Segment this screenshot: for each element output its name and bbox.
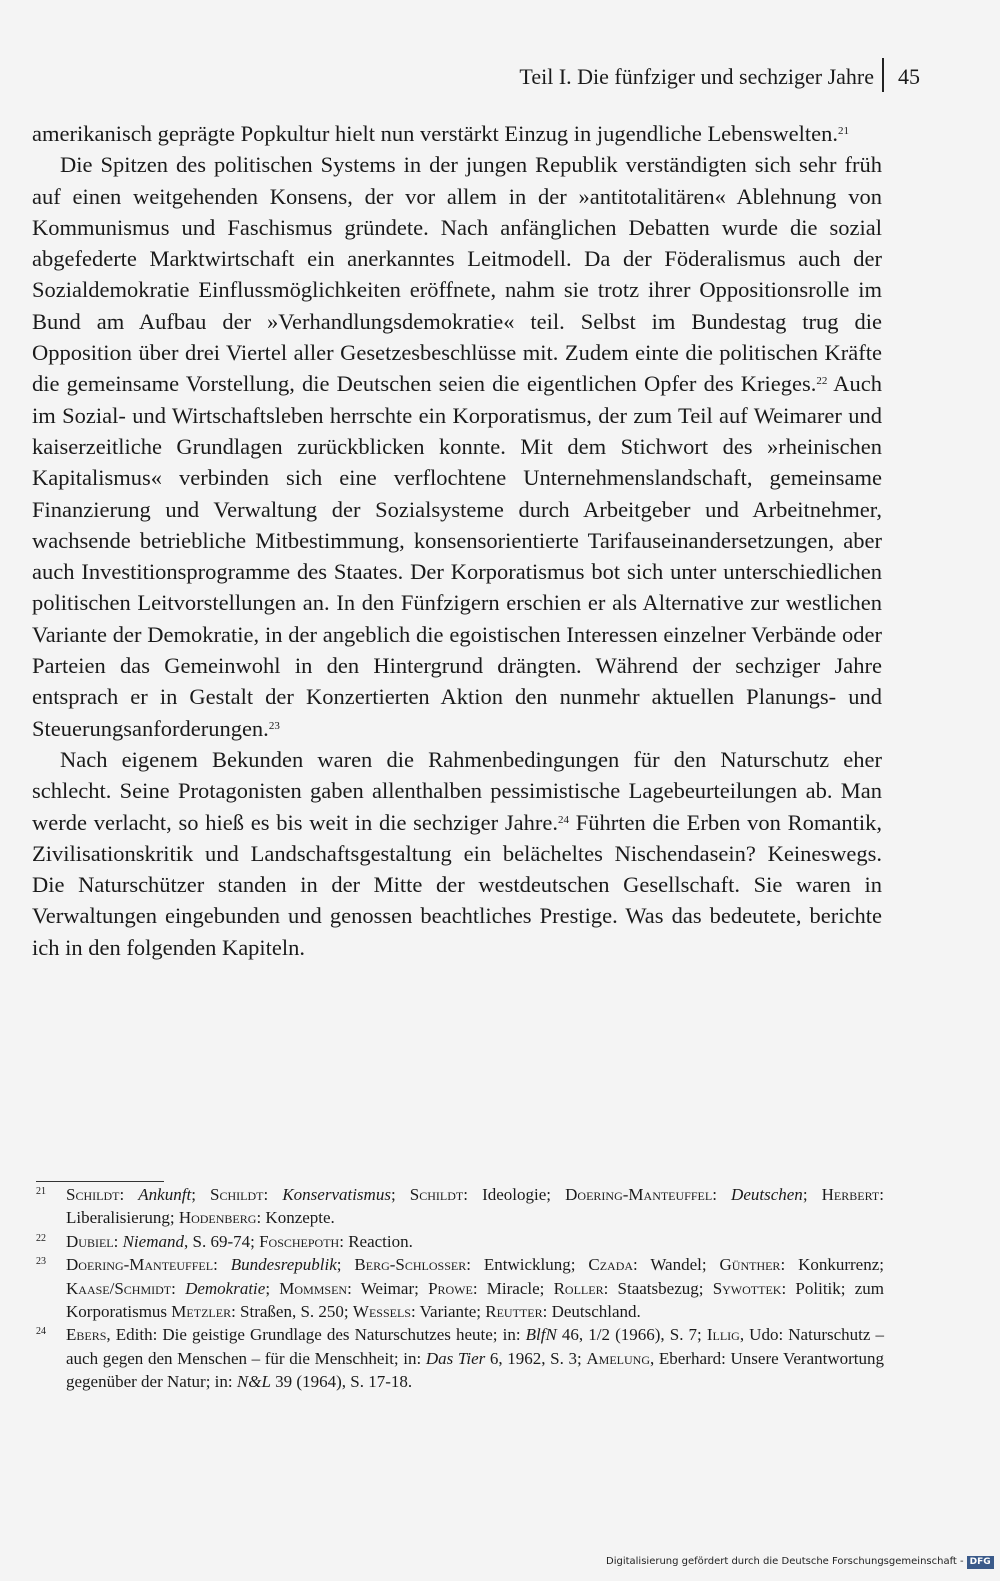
footnote-number: 24 xyxy=(36,1326,46,1338)
footnote-text: Schildt: Ankunft; Schildt: Konservatismus; Schildt: Ideologie; Doering-Manteuffel: Deutschen; Herbert: Liberalisierung; Hodenberg: Konzepte. xyxy=(66,1185,884,1228)
paragraph: Die Spitzen des politischen Systems in der jungen Republik verständigten sich sehr früh auf einen weitgehenden Konsens, der vor allem in der »antitotalitären« Ablehnung von Kommunismus und Faschismus gründete. Nach anfänglichen Debatten wurde die sozial abgefederte Marktwirtschaft ein anerkanntes Leitmodell. Da der Föderalismus auch der Sozialdemokratie Einflussmöglichkeiten eröffnete, nahm sie trotz ihrer Oppositionsrolle im Bund am Aufbau der »Verhandlungsdemokratie« teil. Selbst im Bundestag trug die Opposition über drei Viertel aller Gesetzesbeschlüsse mit. Zudem einte die politischen Kräfte die gemeinsame Vorstellung, die Deutschen seien die eigentlichen Opfer des Krieges.$^{22}$ Auch im Sozial- und Wirtschaftsleben herrschte ein Korporatismus, der zum Teil auf Weimarer und kaiserzeitliche Grundlagen zurückblicken konnte. Mit dem Stichwort des »rheinischen Kapitalismus« verbinden sich eine verflochtene Unternehmenslandschaft, gemeinsame Finanzierung und Verwaltung der Sozialsysteme durch Arbeitgeber und Arbeitnehmer, wachsende betriebliche Mitbestimmung, konsensorientierte Tarifauseinandersetzungen, aber auch Investitionsprogramme des Staates. Der Korporatismus bot sich unter unterschiedlichen politischen Leitvorstellungen an. In den Fünfzigern erschien er als Alternative zur westlichen Variante der Demokratie, in der angeblich die egoistischen Interessen einzelner Verbände oder Parteien das Gemeinwohl in den Hintergrund drängten. Während der sechziger Jahre entsprach er in Gestalt der Konzertierten Aktion den nunmehr aktuellen Planungs- und Steuerungsanforderungen.$^{23}$ xyxy=(32,152,883,741)
footnote-22 xyxy=(36,1230,884,1253)
paragraph: Nach eigenem Bekunden waren die Rahmenbedingungen für den Naturschutz eher schlecht. Seine Protagonisten gaben allenthalben pessimistische Lagebeurteilungen ab. Man werde verlacht, so hieß es bis weit in die sechziger Jahre.$^{24}$ Führten die Erben von Romantik, Zivilisationskritik und Landschaftsgestaltung ein belächeltes Nischendasein? Keineswegs. Die Naturschützer standen in der Mitte der westdeutschen Gesellschaft. Sie waren in Verwaltungen eingebunden und genossen beachtliches Prestige. Was das bedeutete, berichte ich in den folgenden Kapiteln. xyxy=(32,746,882,960)
footnote-number: 21 xyxy=(36,1186,46,1197)
footnote-number: 23 xyxy=(36,1256,46,1268)
body-text xyxy=(32,118,882,963)
digitization-footer xyxy=(606,1556,991,1572)
paragraph: amerikanisch geprägte Popkultur hielt nun verstärkt Einzug in jugendliche Lebenswelten.$^{21}$ xyxy=(32,121,850,146)
footnote-text: Doering-Manteuffel: Bundesrepublik; Berg-Schlosser: Entwicklung; Czada: Wandel; Günther: Konkurrenz; Kaase/Schmidt: Demokratie; Mommsen: Weimar; Prowe: Miracle; Roller: Staatsbezug; Sywottek: Politik; zum Korporatismus Metzler: Straßen, S. 250; Wessels: Variante; Reutter: Deutschland. xyxy=(66,1255,884,1322)
footnote-24 xyxy=(36,1323,884,1393)
running-header xyxy=(0,58,1000,98)
footnote-number: 22 xyxy=(36,1232,46,1244)
footnotes xyxy=(36,1183,884,1394)
footnote-23 xyxy=(36,1253,884,1323)
footer-credit: Digitalisierung gefördert durch die Deutsche Forschungsgemeinschaft - xyxy=(606,1556,964,1567)
footnote-text: Ebers, Edith: Die geistige Grundlage des Naturschutzes heute; in: BlfN 46, 1/2 (1966), S. 7; Illig, Udo: Naturschutz – auch gegen den Menschen – für die Menschheit; in: Das Tier 6, 1962, S. 3; Amelung, Eberhard: Unsere Verantwortung gegenüber der Natur; in: N&L 39 (1964), S. 17-18. xyxy=(66,1325,885,1392)
footnote-text: Dubiel: Niemand, S. 69-74; Foschepoth: Reaction. xyxy=(66,1231,413,1251)
dfg-logo: DFG xyxy=(967,1556,994,1569)
page-number: 45 xyxy=(898,64,920,89)
footnote-separator xyxy=(36,1181,164,1182)
running-title: Teil I. Die fünfziger und sechziger Jahre xyxy=(519,64,874,89)
footnote-21 xyxy=(36,1183,884,1230)
header-divider xyxy=(882,58,884,92)
